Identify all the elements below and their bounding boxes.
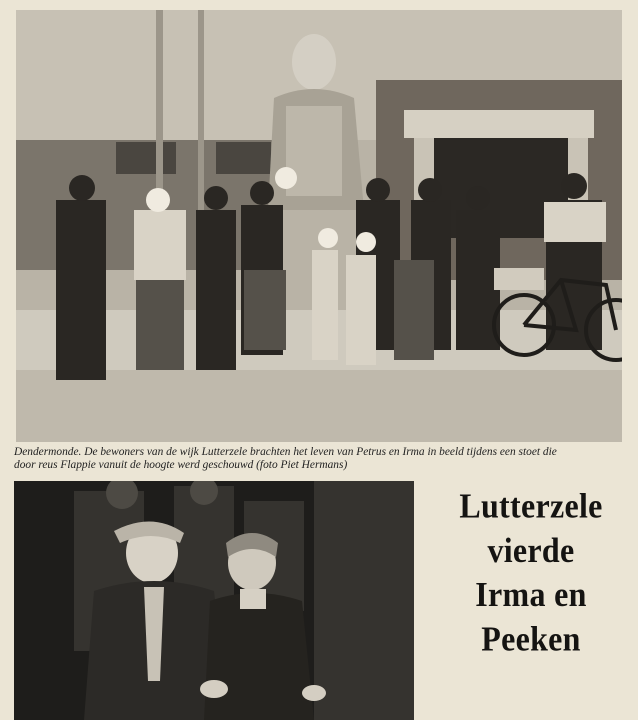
top-photo	[16, 10, 622, 442]
headline	[424, 484, 638, 661]
bottom-photo-graphic	[14, 481, 414, 720]
bottom-photo	[14, 481, 414, 720]
headline-line-1: Lutterzele	[459, 486, 603, 526]
headline-line-4: Peeken	[481, 619, 581, 658]
caption-line-2: door reus Flappie vanuit de hoogte werd geschouwd (foto Piet Hermans)	[14, 459, 348, 471]
headline-line-3: Irma en	[475, 574, 587, 614]
top-photo-graphic	[16, 10, 622, 442]
photo-caption	[14, 446, 626, 472]
headline-line-2: vierde	[487, 530, 575, 570]
caption-line-1: Dendermonde. De bewoners van de wijk Lutterzele brachten het leven van Petrus en Irma in beeld tijdens een stoet die	[14, 446, 557, 458]
